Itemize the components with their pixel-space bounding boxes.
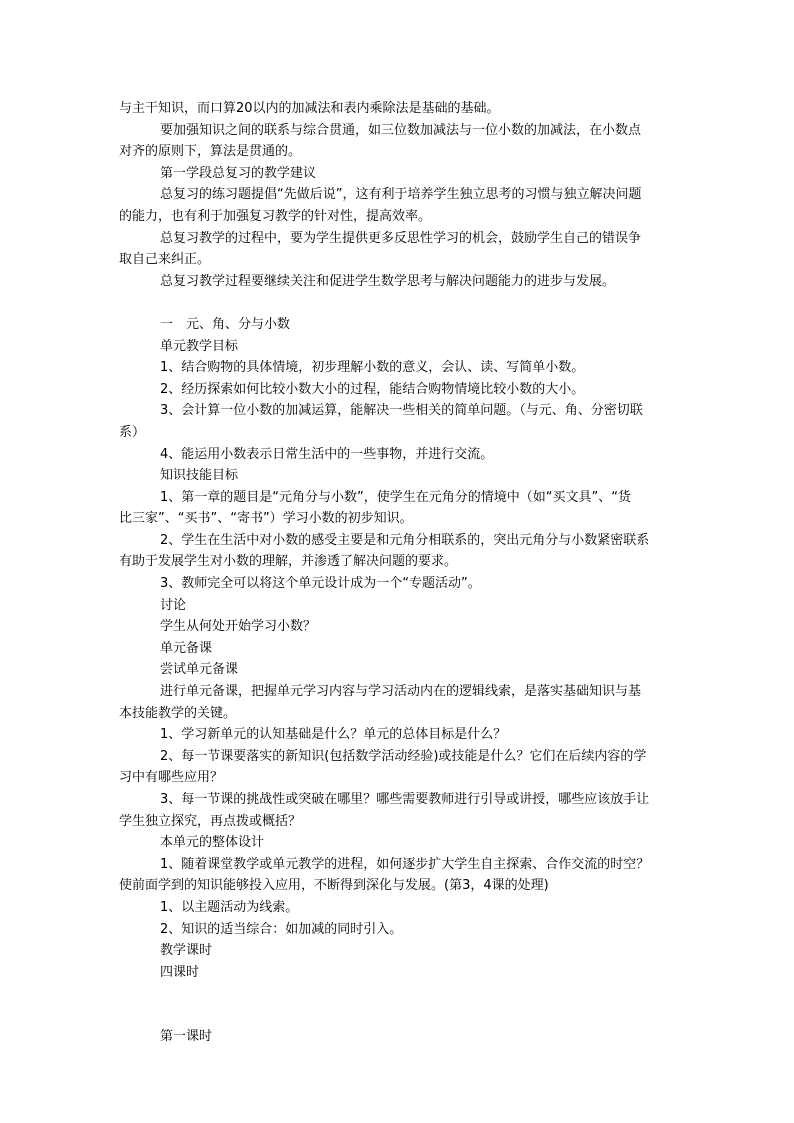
paragraph-line: 与主干知识，而口算20以内的加减法和表内乘除法是基础的基础。 bbox=[119, 101, 500, 116]
list-item: 3、每一节课的挑战性或突破在哪里？哪些需要教师进行引导或讲授，哪些应该放手让 bbox=[160, 792, 650, 807]
section-heading: 讨论 bbox=[160, 597, 187, 613]
list-item: 2、经历探索如何比较小数大小的过程，能结合购物情境比较小数的大小。 bbox=[160, 381, 585, 397]
list-item-continuation: 学生独立探究，再点拨或概括？ bbox=[119, 813, 302, 829]
section-heading: 单元教学目标 bbox=[160, 338, 239, 354]
blank-line bbox=[119, 292, 679, 314]
section-heading: 第一课时 bbox=[160, 1029, 213, 1045]
section-heading: 尝试单元备课 bbox=[160, 662, 239, 678]
paragraph-line: 总复习的练习题提倡“先做后说”，这有利于培养学生独立思考的习惯与独立解决问题 bbox=[160, 187, 642, 203]
list-item-continuation: 比三家”、“买书”、“寄书”）学习小数的初步知识。 bbox=[119, 511, 413, 527]
list-item: 3、会计算一位小数的加减运算，能解决一些相关的简单问题。（与元、角、分密切联 bbox=[160, 403, 643, 419]
paragraph-line: 对齐的原则下，算法是贯通的。 bbox=[119, 144, 302, 160]
chapter-heading: 一 元、角、分与小数 bbox=[160, 316, 291, 332]
list-item-continuation: 有助于发展学生对小数的理解，并渗透了解决问题的要求。 bbox=[119, 554, 458, 570]
section-heading: 本单元的整体设计 bbox=[160, 835, 265, 851]
paragraph-line: 本技能教学的关键。 bbox=[119, 705, 237, 721]
list-item: 3、教师完全可以将这个单元设计成为一个“专题活动”。 bbox=[160, 576, 481, 592]
section-heading: 教学课时 bbox=[160, 943, 213, 959]
list-item: 2、知识的适当综合：如加减的同时引入。 bbox=[160, 921, 403, 937]
list-item-continuation: 系） bbox=[119, 424, 146, 440]
paragraph-line: 进行单元备课，把握单元学习内容与学习活动内在的逻辑线索，是落实基础知识与基 bbox=[160, 684, 642, 700]
document-body bbox=[119, 98, 679, 1048]
paragraph-line: 学生从何处开始学习小数？ bbox=[160, 619, 317, 635]
list-item: 1、以主题活动为线索。 bbox=[160, 899, 299, 915]
paragraph-line: 取自己来纠正。 bbox=[119, 252, 211, 268]
list-item-continuation: 习中有哪些应用？ bbox=[119, 770, 224, 786]
list-item: 1、学习新单元的认知基础是什么？单元的总体目标是什么？ bbox=[160, 727, 507, 743]
list-item: 1、第一章的题目是“元角分与小数”，使学生在元角分的情境中（如“买文具”、“货 bbox=[160, 489, 631, 505]
section-heading: 知识技能目标 bbox=[160, 468, 239, 484]
list-item-continuation: 使前面学到的知识能够投入应用，不断得到深化与发展。(第3，4课的处理) bbox=[119, 878, 549, 894]
list-item: 2、每一节课要落实的新知识(包括数学活动经验)或技能是什么？它们在后续内容的学 bbox=[160, 748, 647, 764]
paragraph-line: 要加强知识之间的联系与综合贯通，如三位数加减法与一位小数的加减法，在小数点 bbox=[160, 122, 642, 138]
section-heading: 单元备课 bbox=[160, 640, 213, 656]
paragraph-line: 总复习教学的过程中，要为学生提供更多反思性学习的机会，鼓励学生自己的错误争 bbox=[160, 230, 642, 246]
paragraph-line: 的能力，也有利于加强复习教学的针对性，提高效率。 bbox=[119, 208, 432, 224]
list-item: 1、随着课堂教学或单元教学的进程，如何逐步扩大学生自主探索、合作交流的时空？ bbox=[160, 856, 650, 872]
list-item: 4、能运用小数表示日常生活中的一些事物，并进行交流。 bbox=[160, 446, 494, 462]
paragraph-line: 总复习教学过程要继续关注和促进学生数学思考与解决问题能力的进步与发展。 bbox=[160, 273, 616, 289]
paragraph-line: 四课时 bbox=[160, 964, 200, 980]
list-item: 1、结合购物的具体情境，初步理解小数的意义，会认、读、写简单小数。 bbox=[160, 360, 585, 376]
blank-lines bbox=[119, 983, 679, 1026]
section-heading: 第一学段总复习的教学建议 bbox=[160, 165, 317, 181]
list-item: 2、学生在生活中对小数的感受主要是和元角分相联系的，突出元角分与小数紧密联系 bbox=[160, 532, 650, 548]
